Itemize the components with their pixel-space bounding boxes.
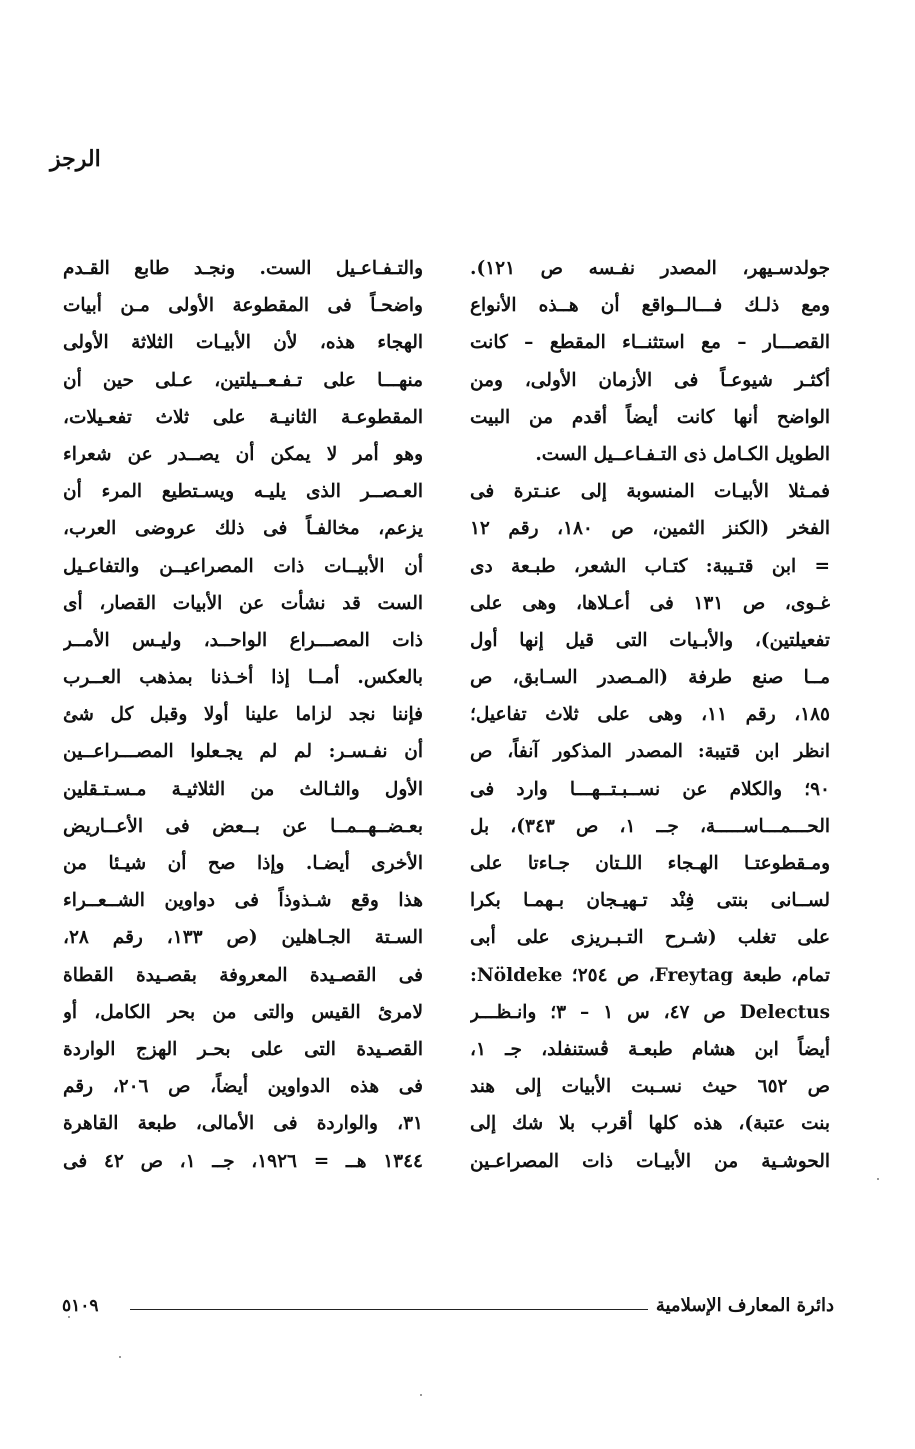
- text-line: الطويل الكـامل ذى التـفـاعــيل الست.: [535, 443, 830, 465]
- text-line: والتـفـاعـيل الست. ونجـد طابع القـدم: [63, 258, 423, 279]
- text-line: بعـضــهــمــا عن بــعض فى الأعــاريض: [63, 815, 423, 837]
- text-line: تفعيلتين)، والأبـيات التى قيل إنها أول: [470, 629, 830, 651]
- footer-title: دائرة المعارف الإسلامية: [655, 1295, 834, 1316]
- text-line: على تغلب (شـرح التـبـريزى على أبى: [470, 927, 830, 949]
- text-line: ص ٦٥٢ حيث نسـبت الأبيات إلى هند: [470, 1076, 830, 1098]
- text-line: المقطوعـة الثانيـة على ثلاث تفعـيلات،: [63, 406, 423, 428]
- text-line: الست قد نشأت عن الأبيات القصار، أى: [63, 592, 423, 614]
- text-line: ومـقطوعتـا الهـجاء اللـتان جـاءتا على: [470, 853, 830, 874]
- text-line: Delectus ص ٤٧، س ١ – ٣؛ وانـظـــر: [470, 1001, 830, 1023]
- text-line: مــا صنع طرفة (المـصدر السـابق، ص: [470, 667, 830, 689]
- text-line: أن الأبيــات ذات المصراعيــن والتفاعـيل: [63, 555, 423, 577]
- left-text-column: [63, 250, 423, 1180]
- text-line: لامرئ القيس والتى من بحر الكامل، أو: [63, 1001, 423, 1023]
- page-footer: [62, 1293, 834, 1319]
- text-line: جولدسـيهر، المصدر نفـسه ص ١٢١).: [470, 258, 830, 279]
- text-line: يزعم، مخالفـاً فى ذلك عروضى العرب،: [63, 518, 423, 540]
- right-text-column: [470, 250, 830, 1180]
- page-number: ٥١٠٩: [62, 1296, 99, 1316]
- scan-speck: [877, 1178, 879, 1180]
- text-line: أيضاً ابن هشام طبعـة ڤستنفلد، جـ ١،: [470, 1038, 830, 1060]
- text-line: ٣١، والواردة فى الأمالى، طبعة القاهرة: [63, 1113, 423, 1135]
- text-line: السـتة الجـاهلين (ص ١٣٣، رقم ٢٨،: [63, 927, 423, 949]
- text-line: فمـثلا الأبيـات المنسوبة إلى عنـترة فى: [470, 481, 830, 503]
- scan-speck: [420, 1394, 422, 1396]
- text-line: الفخر (الكنز الثمين، ص ١٨٠، رقم ١٢: [470, 518, 830, 540]
- text-line: فى هذه الدواوين أيضاً، ص ٢٠٦، رقم: [63, 1076, 423, 1098]
- text-line: واضحـاً فى المقطوعة الأولى مـن أبيات: [63, 295, 423, 317]
- page-header-title: الرجز: [50, 146, 101, 172]
- text-line: ١٣٤٤ هــ = ١٩٢٦، جــ ١، ص ٤٢ فى: [63, 1150, 423, 1172]
- text-line: غـوى، ص ١٣١ فى أعـلاها، وهى على: [470, 592, 830, 614]
- text-line: الأول والثـالث من الثلاثيـة مـسـتـقلين: [63, 778, 423, 800]
- text-line: وهو أمر لا يمكن أن يصــدر عن شعراء: [63, 443, 423, 465]
- text-line: منهـــا على تـفـعــيلتين، عـلى حين أن: [63, 369, 423, 391]
- text-line: العـصــر الذى يليـه ويسـتطيع المرء أن: [63, 481, 423, 503]
- text-line: ذات المصـــراع الواحــد، وليـس الأمــر: [63, 629, 423, 651]
- text-line: بنت عتبة)، هذه كلها أقرب بلا شك إلى: [470, 1113, 830, 1135]
- text-line: انظر ابن قتيبة: المصدر المذكور آنفاً، ص: [470, 741, 830, 763]
- text-line: الهجاء هذه، لأن الأبيـات الثلاثة الأولى: [63, 332, 423, 354]
- footer-rule: [130, 1309, 648, 1310]
- text-line: القصـــار – مع استثنــاء المقطع – كانت: [470, 332, 830, 354]
- scan-speck: [119, 1356, 121, 1358]
- text-line: ومع ذلـك فـــالــواقع أن هــذه الأنواع: [470, 295, 830, 317]
- scan-speck: [68, 1316, 70, 1318]
- text-line: الأخرى أيضـا. وإذا صح أن شيـئا من: [63, 853, 423, 874]
- text-line: الحوشـية من الأبيـات ذات المصراعـين: [470, 1150, 830, 1172]
- text-line: ١٨٥، رقم ١١، وهى على ثلاث تفاعيل؛: [470, 704, 830, 726]
- text-line: تمام، طبعة Freytag، ص ٢٥٤؛ Nöldeke:: [470, 964, 830, 986]
- text-line: القصـيدة التى على بحـر الهزج الواردة: [63, 1038, 423, 1060]
- text-line: = ابن قتـيبة: كتـاب الشعر، طبـعة دى: [470, 555, 830, 577]
- text-line: الحـــمـــاســـــة، جــ ١، ص ٣٤٣)، بل: [470, 815, 830, 837]
- text-line: بالعكس. أمــا إذا أخـذنا بمذهب العــرب: [63, 667, 423, 689]
- text-line: فإننا نجد لزاما علينا أولا وقبل كل شئ: [63, 704, 423, 726]
- text-line: هذا وقع شـذوذاً فى دواوين الشــعــراء: [63, 890, 423, 912]
- text-line: ٩٠؛ والكلام عن نســبـتــهـــا وارد فى: [470, 778, 830, 800]
- text-line: أكثـر شيوعـاً فى الأزمان الأولى، ومن: [470, 369, 830, 391]
- text-line: الواضح أنها كانت أيضاً أقدم من البيت: [470, 406, 830, 428]
- text-line: فى القصـيدة المعروفة بقصـيدة القطاة: [63, 964, 423, 986]
- text-line: لســانى بنتى فِنْد تـهيـجان بـهمـا بكرا: [470, 890, 830, 912]
- text-line: أن نفـسـر: لم لم يجـعلوا المصـــراعــين: [63, 741, 423, 763]
